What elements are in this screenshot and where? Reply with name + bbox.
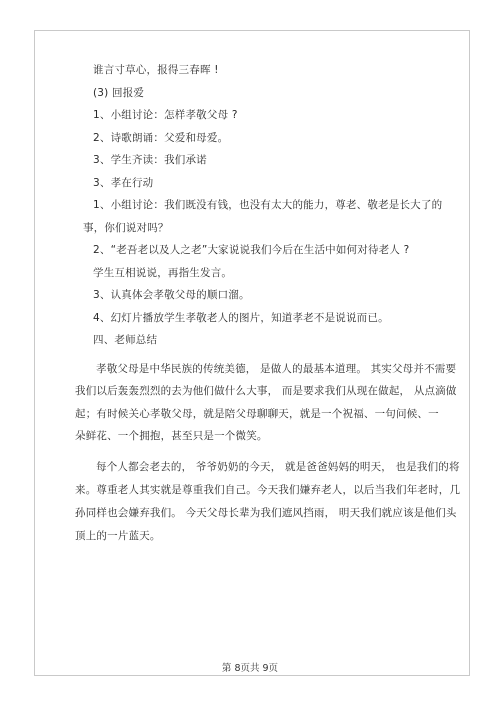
text-line: 孙同样也会嫌弃我们。 今天父母长辈为我们遮风挡雨， 明天我们就应该是他们头 bbox=[75, 507, 457, 519]
text-line: (3) 回报爱 bbox=[93, 87, 145, 99]
section-heading: 四、老师总结 bbox=[93, 334, 158, 346]
text-line: 来。尊重老人其实就是尊重我们自己。今天我们嫌弃老人，以后当我们年老时，几 bbox=[75, 484, 461, 496]
text-line: 4、幻灯片播放学生孝敬老人的图片，知道孝老不是说说而已。 bbox=[93, 312, 389, 324]
text-line: 起；有时候关心孝敬父母，就是陪父母聊聊天，就是一个祝福、一句问候、一 bbox=[75, 408, 439, 420]
page-border bbox=[34, 30, 470, 676]
text-line: 3、学生齐读：我们承诺 bbox=[93, 154, 207, 166]
text-line: 3、孝在行动 bbox=[93, 177, 154, 189]
text-line: 谁言寸草心，报得三春晖 ! bbox=[93, 64, 219, 76]
text-line: 顶上的一片蓝天。 bbox=[75, 530, 161, 542]
text-line: 1、小组讨论：怎样孝敬父母 ? bbox=[93, 109, 238, 121]
text-line: 1、小组讨论：我们既没有钱，也没有太大的能力，尊老、敬老是长大了的 bbox=[93, 199, 443, 211]
text-line: 2、“老吾老以及人之老”大家说说我们今后在生活中如何对待老人 ? bbox=[93, 244, 410, 256]
text-line: 每个人都会老去的， 爷爷奶奶的今天， 就是爸爸妈妈的明天， 也是我们的将 bbox=[96, 461, 460, 473]
text-line: 3、认真体会孝敬父母的顺口溜。 bbox=[93, 289, 250, 301]
text-line: 朵鲜花、一个拥抱，甚至只是一个微笑。 bbox=[75, 430, 268, 442]
text-line: 2、诗歌朗诵：父爱和母爱。 bbox=[93, 132, 229, 144]
text-line: 学生互相说说，再指生发言。 bbox=[93, 267, 233, 279]
text-line: 我们以后轰轰烈烈的去为他们做什么大事， 而是要求我们从现在做起， 从点滴做 bbox=[75, 385, 457, 397]
text-line: 事，你们说对吗？ bbox=[83, 222, 169, 234]
text-line: 孝敬父母是中华民族的传统美德， 是做人的最基本道理。 其实父母并不需要 bbox=[96, 363, 457, 375]
page-number: 第 8页共 9页 bbox=[221, 663, 279, 674]
